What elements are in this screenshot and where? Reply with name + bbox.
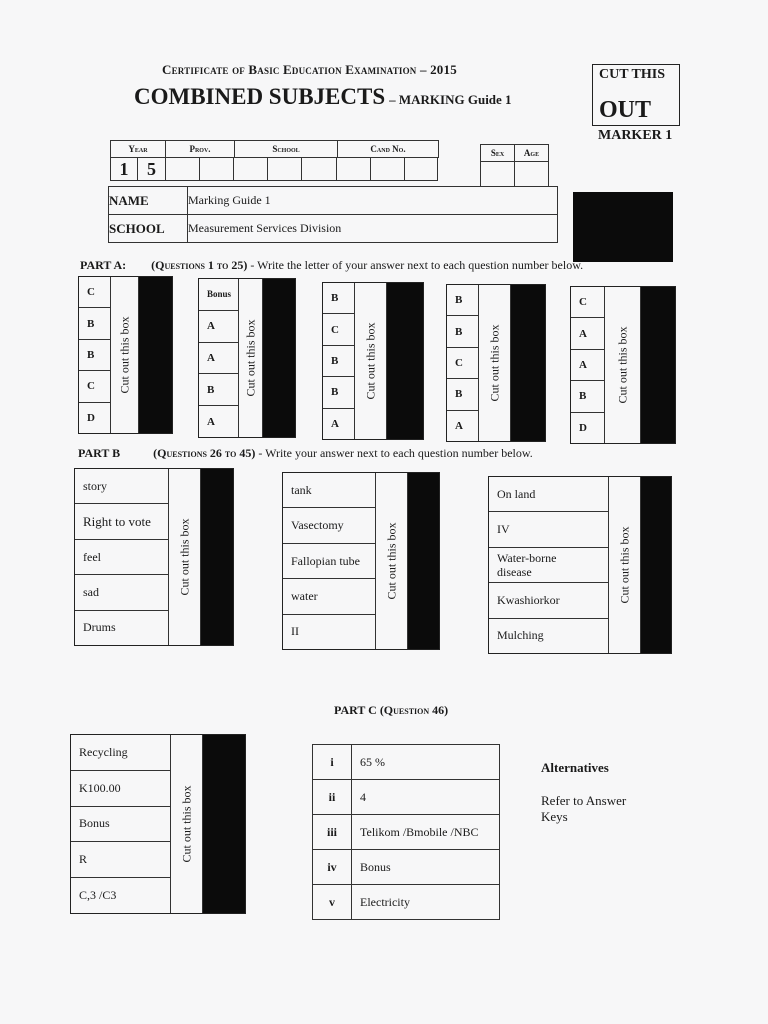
- cand-cell-3: [405, 158, 438, 181]
- shaded-strip: [408, 473, 439, 649]
- part-a-answer: A: [455, 419, 463, 432]
- part-b-column-2: [282, 472, 440, 650]
- school-cell-2: [268, 158, 302, 181]
- shaded-strip: [641, 477, 671, 653]
- part-b-column-1: [74, 468, 234, 646]
- cut-line-2: OUT: [599, 97, 652, 123]
- part-b-answer: Vasectomy: [283, 508, 375, 543]
- page-subtitle: – MARKING Guide 1: [389, 92, 512, 107]
- part-a-column-1: [78, 276, 173, 434]
- part-a-answer: B: [447, 285, 478, 316]
- part-b-questions: (Questions 26 to 45): [153, 446, 256, 460]
- table-row: [313, 780, 500, 815]
- roman-answer: Electricity: [352, 885, 500, 920]
- cand-cell-1: [337, 158, 371, 181]
- part-c-heading: [334, 703, 448, 718]
- prov-cell-2: [200, 158, 234, 181]
- part-a-answer: C: [323, 314, 354, 345]
- name-label: NAME: [109, 187, 188, 215]
- cut-out-label: [605, 287, 641, 443]
- cut-out-text: Cut out this box: [487, 324, 501, 402]
- redaction-block: [573, 192, 673, 262]
- part-a-answer: A: [199, 311, 238, 343]
- cand-cell-2: [371, 158, 405, 181]
- cut-out-text: Cut out this box: [117, 316, 131, 394]
- cut-out-text: Cut out this box: [363, 322, 377, 400]
- part-a-answer: B: [199, 374, 238, 406]
- roman-numeral: iv: [313, 850, 352, 885]
- certificate-heading: Certificate of Basic Education Examination – 2015: [162, 62, 457, 77]
- part-a-answer: B: [323, 283, 354, 314]
- part-c-questions: (Question 46): [379, 703, 449, 717]
- age-cell: [515, 162, 549, 187]
- id-header-age: Age: [515, 145, 549, 162]
- school-label: SCHOOL: [109, 215, 188, 243]
- part-b-answer: On land: [489, 477, 608, 512]
- part-b-instruction: - Write your answer next to each question number below.: [255, 446, 533, 460]
- cut-this-out-box: [592, 64, 680, 126]
- cut-out-text: Cut out this box: [177, 518, 191, 596]
- part-b-answer: tank: [283, 473, 375, 508]
- shaded-strip: [201, 469, 233, 645]
- part-a-answer: D: [579, 421, 587, 434]
- page-title: COMBINED SUBJECTS: [134, 84, 386, 109]
- name-value: Marking Guide 1: [188, 187, 558, 215]
- part-b-heading: [78, 446, 533, 461]
- part-c-answer: Bonus: [71, 807, 170, 843]
- part-a-answer: B: [323, 377, 354, 408]
- part-b-answer: sad: [75, 575, 168, 610]
- sex-cell: [481, 162, 515, 187]
- roman-numeral: v: [313, 885, 352, 920]
- part-a-answer: A: [331, 417, 339, 430]
- roman-answer: Telikom /Bmobile /NBC: [352, 815, 500, 850]
- roman-numeral: ii: [313, 780, 352, 815]
- school-cell-3: [302, 158, 337, 181]
- part-a-answer: A: [199, 343, 238, 375]
- part-a-column-2: [198, 278, 296, 438]
- cut-out-text: Cut out this box: [615, 326, 629, 404]
- shaded-strip: [641, 287, 675, 443]
- part-a-answer: B: [323, 346, 354, 377]
- table-row: [313, 745, 500, 780]
- part-a-answer: B: [447, 316, 478, 347]
- cut-out-text: Cut out this box: [243, 319, 257, 397]
- cut-out-text: Cut out this box: [617, 526, 631, 604]
- shaded-strip: [263, 279, 295, 437]
- part-c-column: [70, 734, 246, 914]
- part-c-answer: C,3 /C3: [79, 888, 117, 903]
- alternatives-title: Alternatives: [541, 760, 609, 775]
- part-a-heading: [80, 258, 583, 273]
- part-b-label: PART B: [78, 446, 121, 460]
- part-a-answer: Bonus: [199, 279, 238, 311]
- shaded-strip: [203, 735, 245, 913]
- alternatives-text: Refer to Answer Keys: [541, 793, 627, 824]
- part-a-column-5: [570, 286, 676, 444]
- part-a-questions: (Questions 1 to 25): [151, 258, 248, 272]
- part-a-answer: C: [447, 348, 478, 379]
- part-c-answer: K100.00: [71, 771, 170, 807]
- id-header-sex: Sex: [481, 145, 515, 162]
- table-row: [313, 885, 500, 920]
- id-header-school: School: [235, 141, 338, 158]
- part-b-answer: Right to vote: [75, 504, 168, 539]
- part-c-answer: Recycling: [71, 735, 170, 771]
- roman-numeral: i: [313, 745, 352, 780]
- year-digit-1: 1: [111, 158, 138, 181]
- part-c-roman-table: [312, 744, 500, 920]
- part-b-answer: Mulching: [497, 628, 544, 643]
- cut-out-text: Cut out this box: [179, 785, 193, 863]
- part-b-answer: Drums: [83, 620, 116, 635]
- part-a-column-3: [322, 282, 424, 440]
- part-a-answer: D: [87, 411, 95, 424]
- cut-out-label: [239, 279, 263, 437]
- part-b-answer: IV: [489, 512, 608, 547]
- cut-out-label: [609, 477, 641, 653]
- part-b-answer: story: [75, 469, 168, 504]
- title-row: [134, 84, 512, 110]
- id-header-prov: Prov.: [166, 141, 235, 158]
- part-b-answer: feel: [75, 540, 168, 575]
- part-b-column-3: [488, 476, 672, 654]
- part-a-column-4: [446, 284, 546, 442]
- table-row: [313, 815, 500, 850]
- id-header-cand: Cand No.: [338, 141, 439, 158]
- part-a-answer: B: [79, 340, 110, 371]
- prov-cell-1: [166, 158, 200, 181]
- year-digit-2: 5: [138, 158, 166, 181]
- name-table: [108, 186, 558, 243]
- cut-out-label: [169, 469, 201, 645]
- part-a-instruction: - Write the letter of your answer next to each question number below.: [247, 258, 584, 272]
- cut-out-text: Cut out this box: [384, 522, 398, 600]
- table-row: [313, 850, 500, 885]
- roman-numeral: iii: [313, 815, 352, 850]
- part-b-answer: Water-borne disease: [489, 548, 608, 583]
- part-b-answer: Fallopian tube: [283, 544, 375, 579]
- id-digit-table: [110, 157, 438, 181]
- cut-out-label: [479, 285, 511, 441]
- shaded-strip: [387, 283, 423, 439]
- roman-answer: 4: [352, 780, 500, 815]
- cut-out-label: [171, 735, 203, 913]
- part-a-answer: C: [79, 277, 110, 308]
- part-c-answer: R: [71, 842, 170, 878]
- part-a-answer: B: [571, 381, 604, 412]
- id-header-year: Year: [111, 141, 166, 158]
- cut-out-label: [355, 283, 387, 439]
- part-a-answer: B: [79, 308, 110, 339]
- part-a-answer: C: [571, 287, 604, 318]
- school-cell-1: [234, 158, 268, 181]
- part-b-answer: water: [283, 579, 375, 614]
- cut-out-label: [376, 473, 408, 649]
- shaded-strip: [511, 285, 545, 441]
- cut-line-1: CUT THIS: [599, 67, 666, 82]
- part-c-label: PART C: [334, 703, 377, 717]
- part-a-label: PART A:: [80, 258, 127, 272]
- cut-out-label: [111, 277, 139, 433]
- part-b-answer: Kwashiorkor: [489, 583, 608, 618]
- school-value: Measurement Services Division: [188, 215, 558, 243]
- part-a-answer: C: [79, 371, 110, 402]
- marker-label: MARKER 1: [598, 128, 673, 143]
- part-a-answer: A: [207, 415, 215, 428]
- id-table: [110, 140, 439, 158]
- roman-answer: Bonus: [352, 850, 500, 885]
- shaded-strip: [139, 277, 172, 433]
- part-a-answer: A: [571, 318, 604, 349]
- part-b-answer: II: [291, 624, 299, 639]
- sex-age-table: [480, 144, 549, 187]
- part-a-answer: B: [447, 379, 478, 410]
- roman-answer: 65 %: [352, 745, 500, 780]
- part-a-answer: A: [571, 350, 604, 381]
